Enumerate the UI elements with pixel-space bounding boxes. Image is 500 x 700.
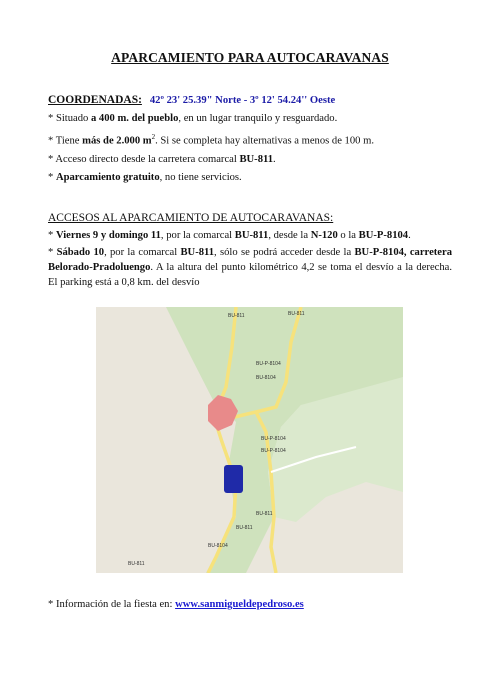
text-bold: BU-811 xyxy=(234,230,269,241)
map-road-label: BU-811 xyxy=(228,313,245,319)
text: * Acceso directo desde la carretera comarcal xyxy=(48,153,240,165)
text: , por la comarcal xyxy=(104,247,181,258)
text-bold: Sábado 10 xyxy=(56,247,105,258)
text: * xyxy=(48,171,56,183)
access-paragraph-2 xyxy=(48,245,452,290)
situation-line-4 xyxy=(48,169,452,187)
coordinates-separator: - xyxy=(241,95,250,106)
situation-line-1 xyxy=(48,110,452,128)
access-section xyxy=(48,209,452,290)
map-road-label: BU-811 xyxy=(288,311,305,317)
text-bold: Viernes 9 y domingo 11 xyxy=(55,230,161,241)
map-road-label: BU-811 xyxy=(256,511,273,517)
map-road-label: BU-P-8104 xyxy=(256,361,281,367)
coordinates-west: 3º 12' 54.24'' Oeste xyxy=(249,95,336,106)
map-road-label: BU-8104 xyxy=(256,375,276,381)
text: * xyxy=(48,230,56,241)
coordinates-north: 42º 23' 25.39" Norte xyxy=(149,95,242,106)
access-paragraph-1 xyxy=(48,227,452,245)
map-road-label: BU-811 xyxy=(128,561,145,567)
text-bold: BU-P-8104 xyxy=(358,230,409,241)
text: . Si se completa hay alternativas a menos de 100 m. xyxy=(155,135,374,147)
text-bold: más de 2.000 m xyxy=(82,135,152,147)
footer-text: * Información de la fiesta en: xyxy=(48,599,176,610)
text: , en un lugar tranquilo y resguardado. xyxy=(178,113,338,124)
text: , no tiene servicios. xyxy=(159,171,242,183)
text: . xyxy=(273,153,276,165)
website-link[interactable]: www.sanmigueldepedroso.es xyxy=(175,599,304,610)
text-bold: Aparcamiento gratuito xyxy=(55,171,160,183)
location-map xyxy=(96,307,403,573)
text: . A la altura del punto kilométrico 4,2 se toma el desvío a la derecha. El parking está a 0,8 km. del desvío xyxy=(48,262,452,288)
text: . xyxy=(408,230,411,241)
superscript: 2 xyxy=(151,133,156,141)
page-title: APARCAMIENTO PARA AUTOCARAVANAS xyxy=(111,50,389,65)
text-bold: a 400 m. del pueblo xyxy=(90,113,179,124)
text: o la xyxy=(337,230,359,241)
coordinates-section xyxy=(48,91,452,187)
text-bold: BU-811 xyxy=(180,247,215,258)
text: * xyxy=(48,247,57,258)
text: , sólo se podrá acceder desde la xyxy=(214,247,355,258)
parking-marker xyxy=(224,465,243,493)
text-bold: BU-P-8104, carretera Belorado-Pradoluengo xyxy=(48,247,453,273)
text: , desde la xyxy=(268,230,311,241)
text: * Tiene xyxy=(48,135,83,147)
text: * Situado xyxy=(48,113,91,124)
text-bold: N-120 xyxy=(310,230,338,241)
situation-line-2 xyxy=(48,128,452,151)
text-bold: BU-811 xyxy=(239,153,274,165)
coordinates-label: COORDENADAS: xyxy=(48,94,142,106)
map-road-label: BU-811 xyxy=(236,525,253,531)
access-heading: ACCESOS AL APARCAMIENTO DE AUTOCARAVANAS: xyxy=(48,212,334,224)
map-road-label: BU-P-8104 xyxy=(261,448,286,454)
map-road-label: BU-8104 xyxy=(208,543,228,549)
footer-info xyxy=(48,599,304,610)
text: , por la comarcal xyxy=(160,230,235,241)
coordinates-line xyxy=(48,91,452,110)
situation-line-3 xyxy=(48,151,452,169)
map-svg xyxy=(96,307,403,573)
map-road-label: BU-P-8104 xyxy=(261,436,286,442)
